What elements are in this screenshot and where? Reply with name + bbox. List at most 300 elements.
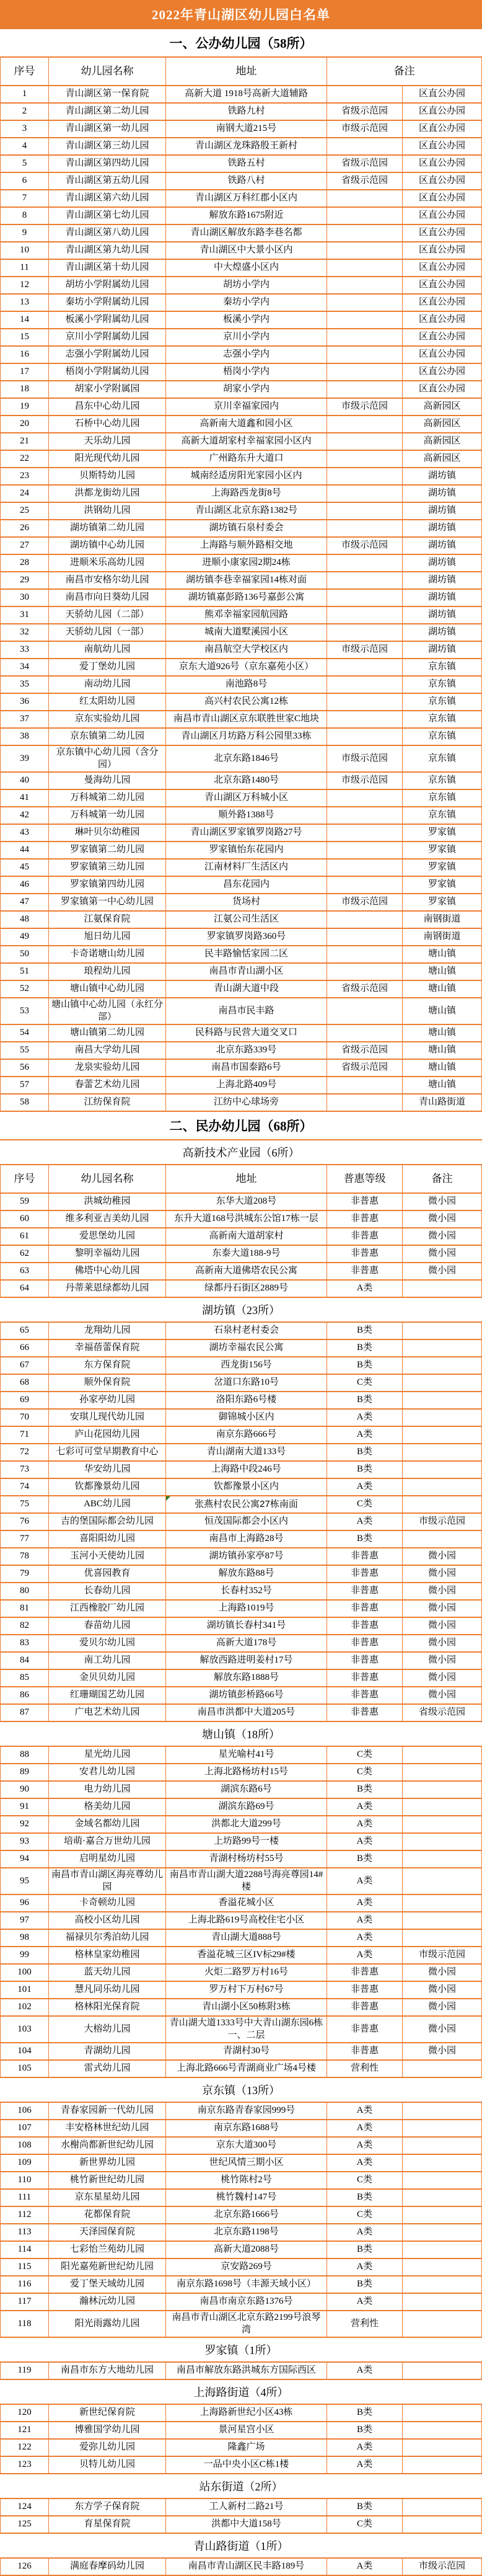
table-row bbox=[0, 729, 482, 746]
note-cell: 微小园 bbox=[403, 1566, 482, 1582]
note-cell: 湖坊镇 bbox=[403, 572, 482, 588]
name-cell: 七彩怡兰苑幼儿园 bbox=[49, 2242, 166, 2258]
row-index-cell: 70 bbox=[0, 1410, 49, 1426]
level-cell bbox=[327, 859, 403, 876]
name-cell: 爱贝尔幼儿园 bbox=[49, 1635, 166, 1651]
row-index-cell: 33 bbox=[0, 642, 49, 658]
table-row bbox=[0, 1323, 482, 1340]
note-cell bbox=[403, 1427, 482, 1443]
name-cell: 红太阳幼儿园 bbox=[49, 694, 166, 710]
name-cell: 优喜园教育 bbox=[49, 1566, 166, 1582]
level-cell bbox=[327, 225, 403, 241]
table-row bbox=[0, 520, 482, 538]
address-cell: 湖坊镇孙家亭87号 bbox=[166, 1548, 327, 1565]
note-cell: 微小园 bbox=[403, 1211, 482, 1227]
row-index-cell: 22 bbox=[0, 451, 49, 467]
table-row bbox=[0, 981, 482, 998]
row-index-cell: 123 bbox=[0, 2457, 49, 2473]
table-row bbox=[0, 277, 482, 295]
level-cell: 非普惠 bbox=[327, 1653, 403, 1669]
name-cell: 湖坊镇第二幼儿园 bbox=[49, 520, 166, 536]
level-cell bbox=[327, 946, 403, 962]
address-cell: 上坊路99号一楼 bbox=[166, 1834, 327, 1850]
note-cell: 区直公办园 bbox=[403, 104, 482, 120]
note-cell: 京东镇 bbox=[403, 773, 482, 789]
note-cell: 微小园 bbox=[403, 1601, 482, 1617]
row-index-cell: 72 bbox=[0, 1444, 49, 1460]
table-row bbox=[0, 2516, 482, 2534]
row-index-cell: 120 bbox=[0, 2405, 49, 2421]
address-cell: 南昌市上海路28号 bbox=[166, 1531, 327, 1547]
name-cell: 高校小区幼儿园 bbox=[49, 1912, 166, 1929]
table-row bbox=[0, 912, 482, 929]
note-cell: 高新园区 bbox=[403, 451, 482, 467]
address-cell: 石泉村老村委会 bbox=[166, 1323, 327, 1339]
address-cell: 湖坊镇石泉村委会 bbox=[166, 520, 327, 536]
level-cell bbox=[327, 790, 403, 806]
row-index-cell: 14 bbox=[0, 312, 49, 328]
row-index-cell: 54 bbox=[0, 1025, 49, 1041]
name-cell: 京东星星幼儿园 bbox=[49, 2190, 166, 2206]
row-index-cell: 84 bbox=[0, 1653, 49, 1669]
table-row bbox=[0, 138, 482, 156]
address-cell: 广州路东升大道口 bbox=[166, 451, 327, 467]
row-index-cell: 108 bbox=[0, 2138, 49, 2154]
note-cell: 高新园区 bbox=[403, 399, 482, 415]
address-cell: 南昌市南京东路1376号 bbox=[166, 2294, 327, 2310]
note-cell: 塘山镇 bbox=[403, 981, 482, 997]
level-cell: 省级示范园 bbox=[327, 981, 403, 997]
table-row bbox=[0, 86, 482, 104]
table-row bbox=[0, 877, 482, 894]
row-index-cell: 24 bbox=[0, 486, 49, 502]
address-cell: 南昌市洪都中大道205号 bbox=[166, 1705, 327, 1721]
name-cell: 格林阳光保育院 bbox=[49, 1999, 166, 2015]
table-row bbox=[0, 399, 482, 416]
address-cell: 江南材料厂生活区内 bbox=[166, 859, 327, 876]
note-cell: 区直公办园 bbox=[403, 121, 482, 137]
address-cell: 南昌市青山湖小区 bbox=[166, 964, 327, 980]
address-cell: 江纺中心球场旁 bbox=[166, 1095, 327, 1111]
note-cell bbox=[403, 2311, 482, 2337]
name-cell: 华安幼儿园 bbox=[49, 1462, 166, 1478]
level-cell: 省级示范园 bbox=[327, 1042, 403, 1059]
name-cell: 青山湖区第十幼儿园 bbox=[49, 260, 166, 276]
note-cell bbox=[403, 1816, 482, 1832]
table-row bbox=[0, 607, 482, 624]
column-header-cell: 幼儿园名称 bbox=[49, 1165, 166, 1193]
address-cell: 铁路九村 bbox=[166, 104, 327, 120]
address-cell: 湖滨东路6号 bbox=[166, 1782, 327, 1798]
level-cell bbox=[327, 451, 403, 467]
row-index-cell: 2 bbox=[0, 104, 49, 120]
address-cell: 工人新村二路21号 bbox=[166, 2499, 327, 2515]
level-cell: A类 bbox=[327, 1479, 403, 1495]
address-cell: 上海北路杨坊村15号 bbox=[166, 1764, 327, 1780]
name-cell: 博雅国学幼儿园 bbox=[49, 2422, 166, 2438]
note-cell: 区直公办园 bbox=[403, 329, 482, 345]
table-row bbox=[0, 1999, 482, 2017]
table-row bbox=[0, 2138, 482, 2155]
address-cell: 解放东路1675附近 bbox=[166, 208, 327, 224]
address-cell: 熊邓幸福家园航园路 bbox=[166, 607, 327, 623]
address-cell: 一品中央小区C栋1楼 bbox=[166, 2457, 327, 2473]
name-cell: 孙家亭幼儿园 bbox=[49, 1392, 166, 1408]
address-cell: 京东大道300号 bbox=[166, 2138, 327, 2154]
address-cell: 板溪小学内 bbox=[166, 312, 327, 328]
note-cell: 微小园 bbox=[403, 1670, 482, 1686]
level-cell: 非普惠 bbox=[327, 1211, 403, 1227]
row-index-cell: 113 bbox=[0, 2224, 49, 2241]
level-cell bbox=[327, 520, 403, 536]
row-index-cell: 114 bbox=[0, 2242, 49, 2258]
note-cell: 塘山镇 bbox=[403, 1042, 482, 1059]
address-cell: 星光喻村41号 bbox=[166, 1747, 327, 1763]
note-cell bbox=[403, 2516, 482, 2533]
address-cell: 青山湖区龙珠路殷王新村 bbox=[166, 138, 327, 154]
row-index-cell: 107 bbox=[0, 2120, 49, 2136]
note-cell: 南钢街道 bbox=[403, 912, 482, 928]
name-cell: 青湖幼儿园 bbox=[49, 2043, 166, 2059]
address-cell: 青山湖区万科红郡小区内 bbox=[166, 190, 327, 207]
name-cell: 青山湖区第九幼儿园 bbox=[49, 242, 166, 259]
note-cell bbox=[403, 2422, 482, 2438]
address-cell: 洪都中大道158号 bbox=[166, 2516, 327, 2533]
address-cell: 岔道口东路10号 bbox=[166, 1375, 327, 1391]
address-cell: 罗万村下万村67号 bbox=[166, 1982, 327, 1998]
address-cell: 湖滨东路69号 bbox=[166, 1799, 327, 1815]
address-cell: 南昌航空大学校区内 bbox=[166, 642, 327, 658]
note-cell bbox=[403, 1410, 482, 1426]
note-cell: 湖坊镇 bbox=[403, 607, 482, 623]
table-row bbox=[0, 2155, 482, 2172]
level-cell: 市级示范园 bbox=[327, 121, 403, 137]
level-cell bbox=[327, 312, 403, 328]
table-row bbox=[0, 1410, 482, 1427]
level-cell: B类 bbox=[327, 1323, 403, 1339]
address-cell: 顺外路1388号 bbox=[166, 807, 327, 824]
note-cell: 微小园 bbox=[403, 1635, 482, 1651]
address-cell: 解放西路进明姜村17号 bbox=[166, 1653, 327, 1669]
table-row bbox=[0, 1868, 482, 1895]
level-cell: 非普惠 bbox=[327, 1705, 403, 1721]
name-cell: 南昌市青山湖区海亮尊幼儿园 bbox=[49, 1868, 166, 1894]
table-row bbox=[0, 1479, 482, 1496]
name-cell: 大榕幼儿园 bbox=[49, 2017, 166, 2042]
address-cell: 京东大道926号（京东嘉苑小区） bbox=[166, 659, 327, 675]
note-cell: 区直公办园 bbox=[403, 156, 482, 172]
row-index-cell: 63 bbox=[0, 1263, 49, 1279]
note-cell: 市级示范园 bbox=[403, 2559, 482, 2575]
note-cell: 高新园区 bbox=[403, 416, 482, 432]
note-cell: 区直公办园 bbox=[403, 260, 482, 276]
level-cell bbox=[327, 929, 403, 945]
row-index-cell: 96 bbox=[0, 1895, 49, 1911]
row-index-cell: 59 bbox=[0, 1194, 49, 1210]
address-cell: 胡坊小学内 bbox=[166, 277, 327, 293]
level-cell: B类 bbox=[327, 1392, 403, 1408]
table-row bbox=[0, 1427, 482, 1444]
note-cell: 京东镇 bbox=[403, 746, 482, 771]
note-cell: 微小园 bbox=[403, 1194, 482, 1210]
table-row bbox=[0, 433, 482, 451]
note-cell: 区直公办园 bbox=[403, 138, 482, 154]
row-index-cell: 43 bbox=[0, 825, 49, 841]
row-index-cell: 67 bbox=[0, 1357, 49, 1374]
row-index-cell: 5 bbox=[0, 156, 49, 172]
table-row bbox=[0, 1851, 482, 1868]
address-cell: 南昌市青山湖区京东联胜世家C地块 bbox=[166, 711, 327, 727]
name-cell: 梧岗小学附属幼儿园 bbox=[49, 364, 166, 380]
row-index-cell: 11 bbox=[0, 260, 49, 276]
note-cell: 京东镇 bbox=[403, 659, 482, 675]
note-cell: 微小园 bbox=[403, 1228, 482, 1245]
table-row bbox=[0, 486, 482, 503]
note-cell bbox=[403, 1357, 482, 1374]
note-cell bbox=[403, 1799, 482, 1815]
address-cell: 城南大道墅溪园小区 bbox=[166, 624, 327, 641]
table-row bbox=[0, 2172, 482, 2190]
level-cell: 营利性 bbox=[327, 2311, 403, 2337]
level-cell: A类 bbox=[327, 1799, 403, 1815]
row-index-cell: 4 bbox=[0, 138, 49, 154]
level-cell bbox=[327, 416, 403, 432]
name-cell: 曼海幼儿园 bbox=[49, 773, 166, 789]
name-cell: 丹蒂莱恩绿都幼儿园 bbox=[49, 1281, 166, 1297]
row-index-cell: 34 bbox=[0, 659, 49, 675]
note-cell: 区直公办园 bbox=[403, 347, 482, 363]
level-cell bbox=[327, 729, 403, 745]
address-cell: 北京东路1666号 bbox=[166, 2207, 327, 2223]
note-cell: 微小园 bbox=[403, 1999, 482, 2015]
address-cell: 御锦城小区内 bbox=[166, 1410, 327, 1426]
level-cell: 省级示范园 bbox=[327, 173, 403, 189]
level-cell: A类 bbox=[327, 2440, 403, 2456]
row-index-cell: 68 bbox=[0, 1375, 49, 1391]
address-cell: 高兴村农民公寓12栋 bbox=[166, 694, 327, 710]
address-cell: 青山湖大道中段 bbox=[166, 981, 327, 997]
note-cell: 微小园 bbox=[403, 1687, 482, 1703]
table-row bbox=[0, 2043, 482, 2061]
note-cell bbox=[403, 2363, 482, 2379]
row-index-cell: 101 bbox=[0, 1982, 49, 1998]
address-cell: 高新南大道鑫和园小区 bbox=[166, 416, 327, 432]
table-row bbox=[0, 1834, 482, 1851]
level-cell bbox=[327, 433, 403, 450]
column-header-cell: 序号 bbox=[0, 1165, 49, 1193]
row-index-cell: 58 bbox=[0, 1095, 49, 1111]
table-row bbox=[0, 173, 482, 190]
address-cell: 隆鑫广场 bbox=[166, 2440, 327, 2456]
table-row bbox=[0, 225, 482, 242]
address-cell: 高新大道178号 bbox=[166, 1635, 327, 1651]
address-cell: 罗家镇罗岗路360号 bbox=[166, 929, 327, 945]
level-cell: B类 bbox=[327, 1340, 403, 1356]
address-cell: 南京东路青春家园999号 bbox=[166, 2103, 327, 2119]
row-index-cell: 7 bbox=[0, 190, 49, 207]
table-row bbox=[0, 842, 482, 859]
note-cell bbox=[403, 1782, 482, 1798]
address-cell: 高新南大道佛塔农民公寓 bbox=[166, 1263, 327, 1279]
row-index-cell: 66 bbox=[0, 1340, 49, 1356]
row-index-cell: 82 bbox=[0, 1618, 49, 1634]
group-label: 京东镇（13所） bbox=[0, 2078, 482, 2103]
row-index-cell: 30 bbox=[0, 590, 49, 606]
name-cell: 青春家园新一代幼儿园 bbox=[49, 2103, 166, 2119]
note-cell bbox=[403, 1851, 482, 1867]
table-row bbox=[0, 2120, 482, 2138]
table-row bbox=[0, 329, 482, 347]
name-cell: 南动幼儿园 bbox=[49, 677, 166, 693]
level-cell bbox=[327, 295, 403, 311]
table-row bbox=[0, 295, 482, 312]
level-cell: A类 bbox=[327, 2559, 403, 2575]
address-cell: 货场村 bbox=[166, 894, 327, 910]
address-cell: 西龙街156号 bbox=[166, 1357, 327, 1374]
note-cell bbox=[403, 2138, 482, 2154]
table-row bbox=[0, 2440, 482, 2457]
note-cell bbox=[403, 1444, 482, 1460]
row-index-cell: 38 bbox=[0, 729, 49, 745]
level-cell: 市级示范园 bbox=[327, 894, 403, 910]
address-cell: 绿都丹石街区2889号 bbox=[166, 1281, 327, 1297]
name-cell: 蓝天幼儿园 bbox=[49, 1965, 166, 1981]
table-row bbox=[0, 659, 482, 677]
address-cell: 青山湖南大道133号 bbox=[166, 1444, 327, 1460]
name-cell: 南昌大学幼儿园 bbox=[49, 1042, 166, 1059]
table-row bbox=[0, 2276, 482, 2294]
name-cell: 阳光现代幼儿园 bbox=[49, 451, 166, 467]
address-cell: 上海北路409号 bbox=[166, 1077, 327, 1093]
table-row bbox=[0, 746, 482, 773]
name-cell: 南昌市东方大地幼儿园 bbox=[49, 2363, 166, 2379]
table-row bbox=[0, 946, 482, 964]
table-row bbox=[0, 1799, 482, 1816]
row-index-cell: 40 bbox=[0, 773, 49, 789]
name-cell: 新世界幼儿园 bbox=[49, 2155, 166, 2171]
note-cell bbox=[403, 1392, 482, 1408]
row-index-cell: 35 bbox=[0, 677, 49, 693]
row-index-cell: 19 bbox=[0, 399, 49, 415]
table-row bbox=[0, 929, 482, 946]
name-cell: 瀚林沅幼儿园 bbox=[49, 2294, 166, 2310]
level-cell bbox=[327, 277, 403, 293]
name-cell: 洪都龙街幼儿园 bbox=[49, 486, 166, 502]
table-row bbox=[0, 894, 482, 912]
name-cell: 万科城第二幼儿园 bbox=[49, 790, 166, 806]
address-cell: 世纪风情三期小区 bbox=[166, 2155, 327, 2171]
level-cell: B类 bbox=[327, 1357, 403, 1374]
name-cell: 秦坊小学附属幼儿园 bbox=[49, 295, 166, 311]
address-cell: 青山湖小区50栋附3栋 bbox=[166, 1999, 327, 2015]
table-row bbox=[0, 773, 482, 790]
note-cell bbox=[403, 1323, 482, 1339]
name-cell: 京川小学附属幼儿园 bbox=[49, 329, 166, 345]
note-cell bbox=[403, 2207, 482, 2223]
level-cell: A类 bbox=[327, 2259, 403, 2275]
address-cell: 青山湖区月坊路万科公园里33栋 bbox=[166, 729, 327, 745]
level-cell: B类 bbox=[327, 2190, 403, 2206]
level-cell bbox=[327, 711, 403, 727]
column-header-cell: 普惠等级 bbox=[327, 1165, 403, 1193]
address-cell: 北京东路1198号 bbox=[166, 2224, 327, 2241]
group-label: 罗家镇（1所） bbox=[0, 2338, 482, 2363]
level-cell: 非普惠 bbox=[327, 1601, 403, 1617]
address-cell: 钦都豫景小区内 bbox=[166, 1479, 327, 1495]
address-cell: 南池路8号 bbox=[166, 677, 327, 693]
name-cell: 阳光嘉苑新世纪幼儿园 bbox=[49, 2259, 166, 2275]
note-cell: 湖坊镇 bbox=[403, 624, 482, 641]
table-row bbox=[0, 998, 482, 1025]
name-cell: 钦都豫景幼儿园 bbox=[49, 1479, 166, 1495]
name-cell: 春蕾艺术幼儿园 bbox=[49, 1077, 166, 1093]
table-row bbox=[0, 1782, 482, 1799]
table-row bbox=[0, 2224, 482, 2242]
address-cell: 高新南大道胡家村 bbox=[166, 1228, 327, 1245]
name-cell: 长春幼儿园 bbox=[49, 1583, 166, 1599]
level-cell bbox=[327, 503, 403, 519]
level-cell bbox=[327, 694, 403, 710]
table-row bbox=[0, 1444, 482, 1462]
table-row bbox=[0, 1095, 482, 1112]
name-cell: 花都保育院 bbox=[49, 2207, 166, 2223]
address-cell: 上海北路619号高校住宅小区 bbox=[166, 1912, 327, 1929]
name-cell: ABC幼儿园 bbox=[49, 1496, 166, 1512]
level-cell: A类 bbox=[327, 1427, 403, 1443]
name-cell: 桃竹新世纪幼儿园 bbox=[49, 2172, 166, 2188]
note-cell bbox=[403, 2294, 482, 2310]
note-cell: 罗家镇 bbox=[403, 842, 482, 858]
table-row bbox=[0, 859, 482, 877]
name-cell: 慧凡同乐幼儿园 bbox=[49, 1982, 166, 1998]
group-label: 湖坊镇（23所） bbox=[0, 1298, 482, 1323]
table-row bbox=[0, 260, 482, 277]
row-index-cell: 15 bbox=[0, 329, 49, 345]
level-cell: B类 bbox=[327, 1531, 403, 1547]
table-row bbox=[0, 1895, 482, 1912]
table-row bbox=[0, 2422, 482, 2440]
table-row bbox=[0, 1042, 482, 1060]
note-cell bbox=[403, 2224, 482, 2241]
note-cell: 区直公办园 bbox=[403, 190, 482, 207]
name-cell: 爱思堡幼儿园 bbox=[49, 1228, 166, 1245]
note-cell: 塘山镇 bbox=[403, 998, 482, 1024]
table-row bbox=[0, 2017, 482, 2043]
level-cell: 非普惠 bbox=[327, 1194, 403, 1210]
table-row bbox=[0, 1375, 482, 1392]
address-cell: 罗家镇怡东花园内 bbox=[166, 842, 327, 858]
note-cell bbox=[403, 1912, 482, 1929]
address-cell: 南昌市解放东路洪城东方国际西区 bbox=[166, 2363, 327, 2379]
note-cell: 微小园 bbox=[403, 1263, 482, 1279]
row-index-cell: 111 bbox=[0, 2190, 49, 2206]
note-cell bbox=[403, 2190, 482, 2206]
name-cell: 江氨保育院 bbox=[49, 912, 166, 928]
level-cell bbox=[327, 998, 403, 1024]
name-cell: 维多利亚吉美幼儿园 bbox=[49, 1211, 166, 1227]
table-row bbox=[0, 1392, 482, 1410]
level-cell: A类 bbox=[327, 1895, 403, 1911]
level-cell bbox=[327, 138, 403, 154]
row-index-cell: 105 bbox=[0, 2061, 49, 2077]
level-cell bbox=[327, 242, 403, 259]
table-row bbox=[0, 1566, 482, 1583]
address-cell: 东华大道208号 bbox=[166, 1194, 327, 1210]
level-cell: 非普惠 bbox=[327, 1999, 403, 2015]
address-cell: 南昌市民丰路 bbox=[166, 998, 327, 1024]
row-index-cell: 44 bbox=[0, 842, 49, 858]
address-cell: 志强小学内 bbox=[166, 347, 327, 363]
